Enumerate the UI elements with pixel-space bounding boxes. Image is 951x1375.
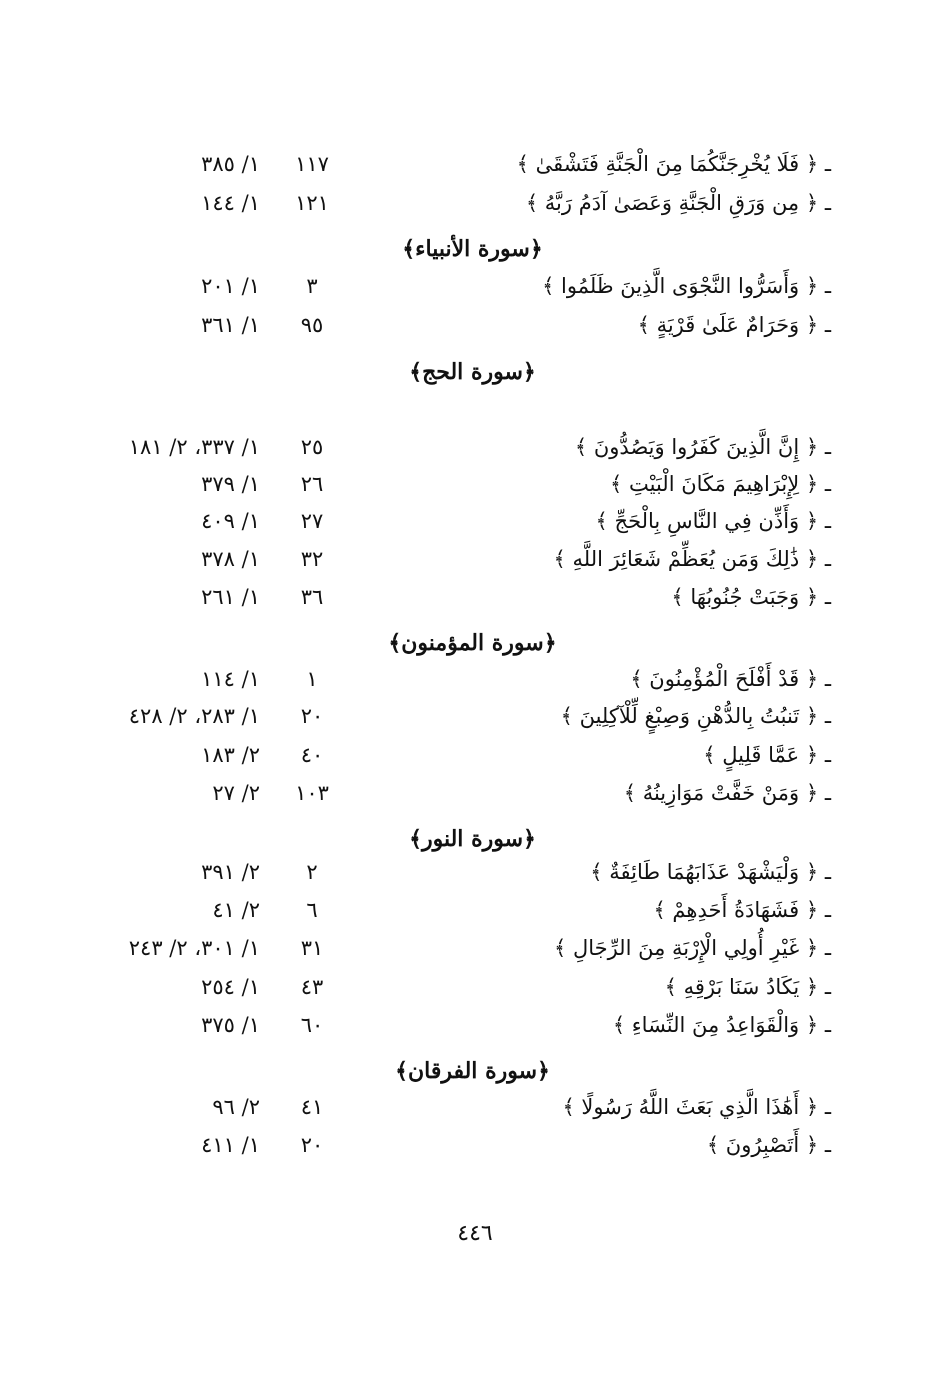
- surah-heading: ﴿سورة النور﴾: [409, 826, 536, 852]
- ayah-number: ٦٠: [300, 1013, 324, 1037]
- verse-row: [0, 699, 951, 733]
- verse-row: [0, 1128, 951, 1162]
- page-reference: ١/ ١١٤: [201, 667, 260, 691]
- page-reference: ١/ ٤١١: [201, 1133, 260, 1157]
- verse-row: [0, 970, 951, 1004]
- ayah-number: ٤٣: [300, 975, 324, 999]
- page-reference: ١/ ٣٦١: [201, 313, 260, 337]
- verse-text: ـ ﴿ أَتَصْبِرُونَ ﴾: [706, 1133, 831, 1157]
- page-reference: ٢/ ٣٩١: [201, 860, 260, 884]
- ayah-number: ١١٧: [295, 152, 329, 176]
- page-reference: ١/ ٣٧٥: [201, 1013, 260, 1037]
- verse-row: [0, 504, 951, 538]
- page-number: ٤٤٦: [457, 1221, 493, 1246]
- ayah-number: ٣١: [300, 936, 324, 960]
- ayah-number: ٩٥: [300, 313, 324, 337]
- surah-heading: ﴿سورة الأنبياء﴾: [402, 236, 543, 262]
- page-reference: ١/ ٤٠٩: [201, 509, 260, 533]
- page-reference: ٢/ ٢٧: [212, 781, 260, 805]
- page-reference: ١/ ٣٠١، ٢/ ٢٤٣: [128, 936, 260, 960]
- page-reference: ١/ ٢٨٣، ٢/ ٤٢٨: [128, 704, 260, 728]
- verse-row: [0, 147, 951, 181]
- verse-text: ـ ﴿ وَالْقَوَاعِدُ مِنَ النِّسَاءِ ﴾: [612, 1013, 831, 1037]
- verse-text: ـ ﴿ وَمَنْ خَفَّتْ مَوَازِينُهُ ﴾: [623, 781, 831, 805]
- page-reference: ١/ ٢٦١: [201, 585, 260, 609]
- ayah-number: ٢: [306, 860, 318, 884]
- verse-row: [0, 542, 951, 576]
- ayah-number: ٦: [306, 898, 318, 922]
- page-reference: ١/ ٣٣٧، ٢/ ١٨١: [128, 435, 260, 459]
- verse-row: [0, 269, 951, 303]
- verse-text: ـ ﴿ يَكَادُ سَنَا بَرْقِهِ ﴾: [664, 975, 831, 999]
- verse-text: ـ ﴿ فَشَهَادَةُ أَحَدِهِمْ ﴾: [653, 898, 831, 922]
- verse-text: ـ ﴿ وَأَذِّن فِي النَّاسِ بِالْحَجِّ ﴾: [595, 509, 831, 533]
- ayah-number: ٢٥: [300, 435, 324, 459]
- surah-heading: ﴿سورة الحج﴾: [409, 359, 536, 385]
- verse-text: ـ ﴿ إِنَّ الَّذِينَ كَفَرُوا وَيَصُدُّونَ ﴾: [574, 435, 831, 459]
- verse-row: [0, 308, 951, 342]
- ayah-number: ١٠٣: [295, 781, 329, 805]
- page-reference: ٢/ ١٨٣: [201, 743, 260, 767]
- verse-text: ـ ﴿ قَدْ أَفْلَحَ الْمُؤْمِنُونَ ﴾: [630, 667, 831, 691]
- page-reference: ٢/ ٤١: [212, 898, 260, 922]
- ayah-number: ٢٦: [300, 472, 324, 496]
- verse-text: ـ ﴿ تَنبُتُ بِالدُّهْنِ وَصِبْغٍ لِّلْآكِلِينَ ﴾: [560, 704, 831, 728]
- verse-text: ـ ﴿ وَجَبَتْ جُنُوبُهَا ﴾: [671, 585, 831, 609]
- verse-text: ـ ﴿ وَلْيَشْهَدْ عَذَابَهُمَا طَائِفَةٌ ﴾: [590, 860, 831, 884]
- ayah-number: ٤١: [300, 1095, 324, 1119]
- verse-text: ـ ﴿ ذَٰلِكَ وَمَن يُعَظِّمْ شَعَائِرَ اللَّهِ ﴾: [553, 547, 831, 571]
- ayah-number: ١٢١: [295, 191, 329, 215]
- verse-row: [0, 1090, 951, 1124]
- page-reference: ١/ ٢٥٤: [201, 975, 260, 999]
- verse-row: [0, 467, 951, 501]
- ayah-number: ٣٢: [300, 547, 324, 571]
- ayah-number: ٣٦: [300, 585, 324, 609]
- verse-row: [0, 738, 951, 772]
- verse-text: ـ ﴿ وَحَرَامٌ عَلَىٰ قَرْيَةٍ ﴾: [637, 313, 831, 337]
- ayah-number: ٣: [306, 274, 318, 298]
- verse-row: [0, 1008, 951, 1042]
- surah-heading: ﴿سورة المؤمنون﴾: [388, 630, 557, 656]
- page-reference: ١/ ١٤٤: [201, 191, 260, 215]
- verse-row: [0, 580, 951, 614]
- verse-text: ـ ﴿ وَأَسَرُّوا النَّجْوَى الَّذِينَ ظَلَمُوا ﴾: [542, 274, 831, 298]
- verse-text: ـ ﴿ أَهَٰذَا الَّذِي بَعَثَ اللَّهُ رَسُولًا ﴾: [562, 1095, 831, 1119]
- page-reference: ١/ ٣٧٨: [201, 547, 260, 571]
- verse-text: ـ ﴿ غَيْرِ أُولِي الْإِرْبَةِ مِنَ الرِّجَالِ ﴾: [553, 936, 831, 960]
- ayah-number: ٢٠: [300, 1133, 324, 1157]
- ayah-number: ١: [306, 667, 318, 691]
- verse-row: [0, 186, 951, 220]
- verse-row: [0, 893, 951, 927]
- surah-heading: ﴿سورة الفرقان﴾: [395, 1058, 550, 1084]
- ayah-number: ٢٧: [300, 509, 324, 533]
- verse-text: ـ ﴿ عَمَّا قَلِيلٍ ﴾: [703, 743, 831, 767]
- verse-text: ـ ﴿ مِن وَرَقِ الْجَنَّةِ وَعَصَىٰ آدَمُ رَبَّهُ ﴾: [525, 191, 831, 215]
- verse-row: [0, 662, 951, 696]
- verse-row: [0, 855, 951, 889]
- verse-row: [0, 430, 951, 464]
- ayah-number: ٢٠: [300, 704, 324, 728]
- page-reference: ١/ ٣٨٥: [201, 152, 260, 176]
- verse-row: [0, 931, 951, 965]
- verse-text: ـ ﴿ فَلَا يُخْرِجَنَّكُمَا مِنَ الْجَنَّةِ فَتَشْقَىٰ ﴾: [516, 152, 831, 176]
- page-reference: ٢/ ٩٦: [212, 1095, 260, 1119]
- page-reference: ١/ ٣٧٩: [201, 472, 260, 496]
- page-reference: ١/ ٢٠١: [201, 274, 260, 298]
- verse-row: [0, 776, 951, 810]
- verse-text: ـ ﴿ لِإِبْرَاهِيمَ مَكَانَ الْبَيْتِ ﴾: [610, 472, 831, 496]
- ayah-number: ٤٠: [300, 743, 324, 767]
